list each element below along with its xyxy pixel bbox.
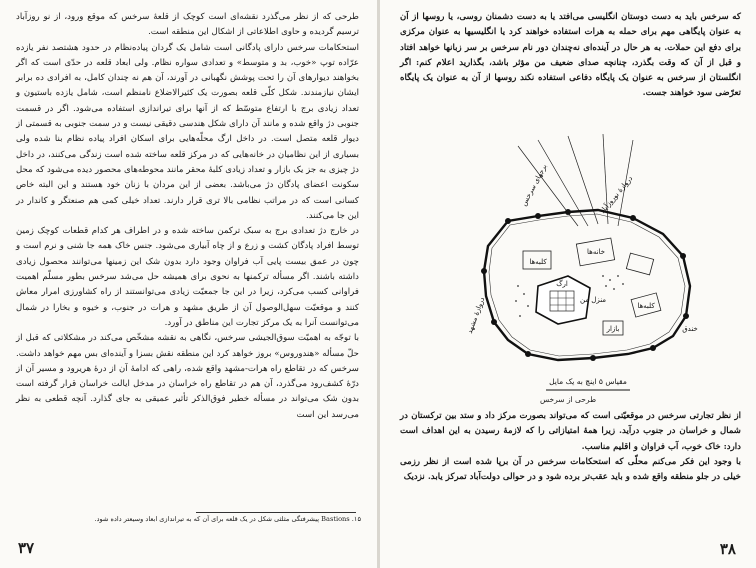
map-label-residence: منزل من <box>579 296 607 304</box>
page-number-right: ۳۸ <box>719 540 736 558</box>
sarakhs-map-figure <box>428 126 718 396</box>
map-label-huts: کلبه‌ها <box>529 258 547 266</box>
left-paragraph: استحکامات سرخس دارای پادگانی است شامل یک گردان پیاده‌نظام در حدود هشتصد نفر یازده عرّاده توپ «خوب، بد و متوسط» و تعدادی سواره نظام. ولی ابعاد قلعه در حدّی است که اگر بخواهند دیوارهای آن را تحت پوشش نگهبانی در آورند، آن هم نه چندان کامل، به افرادی ده برابر ایشان نیازمندند. شکل کلّی قلعه بصورت یک کثیرالاضلاع نامنظم است، شامل یازده باستیون و تعداد زیادی برج با ارتفاع متوسّط که از آنها برای تیراندازی استفاده می‌شود. اگر در قسمت جنوبی دژ واقع شده و مانند آن دارای شکل هندسی دقیقی نیست و در سمت جنوبی به قسمتی از دیوار قلعه متصل است. در داخل ارگ محلّه‌هایی برای اسکان افراد پیاده نظام بنا شده ولی بسیاری از این نظامیان در خانه‌هایی که در مرکز قلعه ساخته شده است زندگی می‌کنند، در داخل دژ چیزی به جز یک بازار و تعداد زیادی کلبهٔ محقر مانند محوطه‌های محصور دیده می‌شود که محل سکونت اعضای پادگان دژ می‌باشد. بعضی از این مردان با زنان خود هستند و این البته خاص کسانی است که در مراتب نظامی بالا تری قرار دارند. تعداد خیلی کمی هم صنعتگر و کاندار در این جا می‌کنند. <box>16 42 359 221</box>
footnote-rule <box>196 512 356 513</box>
left-page <box>0 0 377 568</box>
right-paragraph: با وجود این فکر می‌کنم محلّی که استحکامات سرخس در آن برپا شده است از نظر رزمی خیلی در جلو منطقه واقع شده و باید عقب‌تر برده شود و در حوالی دولت‌آباد تمرکز یابد. نزدیک <box>400 456 741 483</box>
right-bottom-body <box>400 409 741 485</box>
right-paragraph: از نظر تجارتی سرخس در موقعیّتی است که می‌تواند بصورت مرکز داد و ستد بین ترکستان در شمال و خراسان در جنوب درآید. زیرا همهٔ امتیازاتی را که لازمهٔ رسیدن به این اهداف است دارد: خاک خوب، آب فراوان و اقلیم مناسب. <box>400 411 741 452</box>
map-scale-label: مقیاس ۵ اینچ به یک مایل <box>549 377 627 386</box>
right-top-paragraph: که سرخس باید به دست دوستان انگلیسی می‌افتد یا به دست دشمنان روسی، یا روسها از آن به عنوان پایگاهی مهم برای حمله به هرات استفاده خواهند کرد یا انگلیسیها به عنوان مرکزی برای دفع این حملات. به هر حال در آینده‌ای نه‌چندان دور نام سرخس بر سر زبانها خواهد افتاد و قبل از آن که وقت بگذرد، چنانچه صدای ضعیف من مؤثر باشد، بگذارید اعلام کنم: اگر انگلستان از سرخس به عنوان یک پایگاه دفاعی استفاده نکند روسها از آن به عنوان یک پایگاه تعرّضی سود خواهند جست. <box>400 12 741 99</box>
map-label-towers: برجهای سرخس <box>519 162 549 208</box>
map-label-bazaar: بازار <box>606 325 620 333</box>
left-paragraph: طرحی که از نظر می‌گذرد نقشه‌ای است کوچک از قلعهٔ سرخس که موقع ورود، از نو روزآباد ترسیم گردیده و حاوی اطلاعاتی از اشکال این منطقه است. <box>16 12 359 38</box>
map-label-gate-nowruzabad: دروازهٔ نوروزآباد <box>598 174 635 215</box>
right-page <box>380 0 756 568</box>
left-page-body <box>16 10 359 423</box>
map-label-gate-mashhad: دروازهٔ مشهد <box>465 296 487 335</box>
fortress-inner-wall <box>489 214 685 356</box>
footnote: ۱۵. Bastions پیشرفتگی مثلثی شکل در یک قلعه برای آن که به تیراندازی ابعاد وسیعتر داده شود. <box>94 515 361 523</box>
left-paragraph: با توجّه به اهمیّت سوق‌الجیشی سرخس، نگاهی به نقشه مشخّص می‌کند در مشکلاتی که قبل از حلّ مسأله «هندوروس» بروز خواهد کرد این منطقه نقش بسزا و آینده‌ای بس مهم خواهد داشت. سرخس که در تقاطع راه هرات-مشهد واقع شده، راهی که ادامهٔ آن از درهٔ هریرود و مسیر آن از درّهٔ کشف‌رود می‌گذرد، آن هم در تقاطع راه خراسان در مدخل ایالت خراسان قرار گرفته است بدون شک می‌تواند در مسأله خطیر فوق‌الذکر تأثیر عمیقی به جای گذارد. آنچه قطعی به نظر می‌رسد این است <box>16 333 359 420</box>
map-label-huts: کلبه‌ها <box>637 302 655 310</box>
map-label-houses: خانه‌ها <box>587 248 605 256</box>
fortress-outer-wall <box>484 210 690 360</box>
figure-caption: طرحی از سرخس <box>539 395 597 404</box>
map-label-ditch: خندق <box>682 325 698 333</box>
left-paragraph: در خارج دژ تعدادی برج به سبک ترکمن ساخته شده و در اطراف هر کدام قطعات کوچک زمین توسط افراد پادگان کشت و زرع و از چاه آبیاری می‌شود. جنس خاک همه جا شنی و نرم است و چون در عمق بیست پایی آب فراوان وجود دارد بدون شک این زمینها می‌توانند محصول زیادی داشته باشند. اگر مسأله ترکمنها به نحوی برای همیشه حل می‌شد سرخس بطور مسلّم اهمیت فراوانی کسب می‌کرد، زیرا در این جا جمعیّت زیادی می‌توانستند از راه کشاورزی امرار معاش کنند و موقعیّت سهل‌الوصول آن از طریق مشهد و هرات در جنوب، و خیوه و بخارا در شمال می‌توانست آنرا به یک مرکز تجارت این مناطق در آورد. <box>16 226 359 328</box>
page-number-left: ۳۷ <box>18 539 35 557</box>
map-label-citadel: ارگ <box>556 280 568 288</box>
